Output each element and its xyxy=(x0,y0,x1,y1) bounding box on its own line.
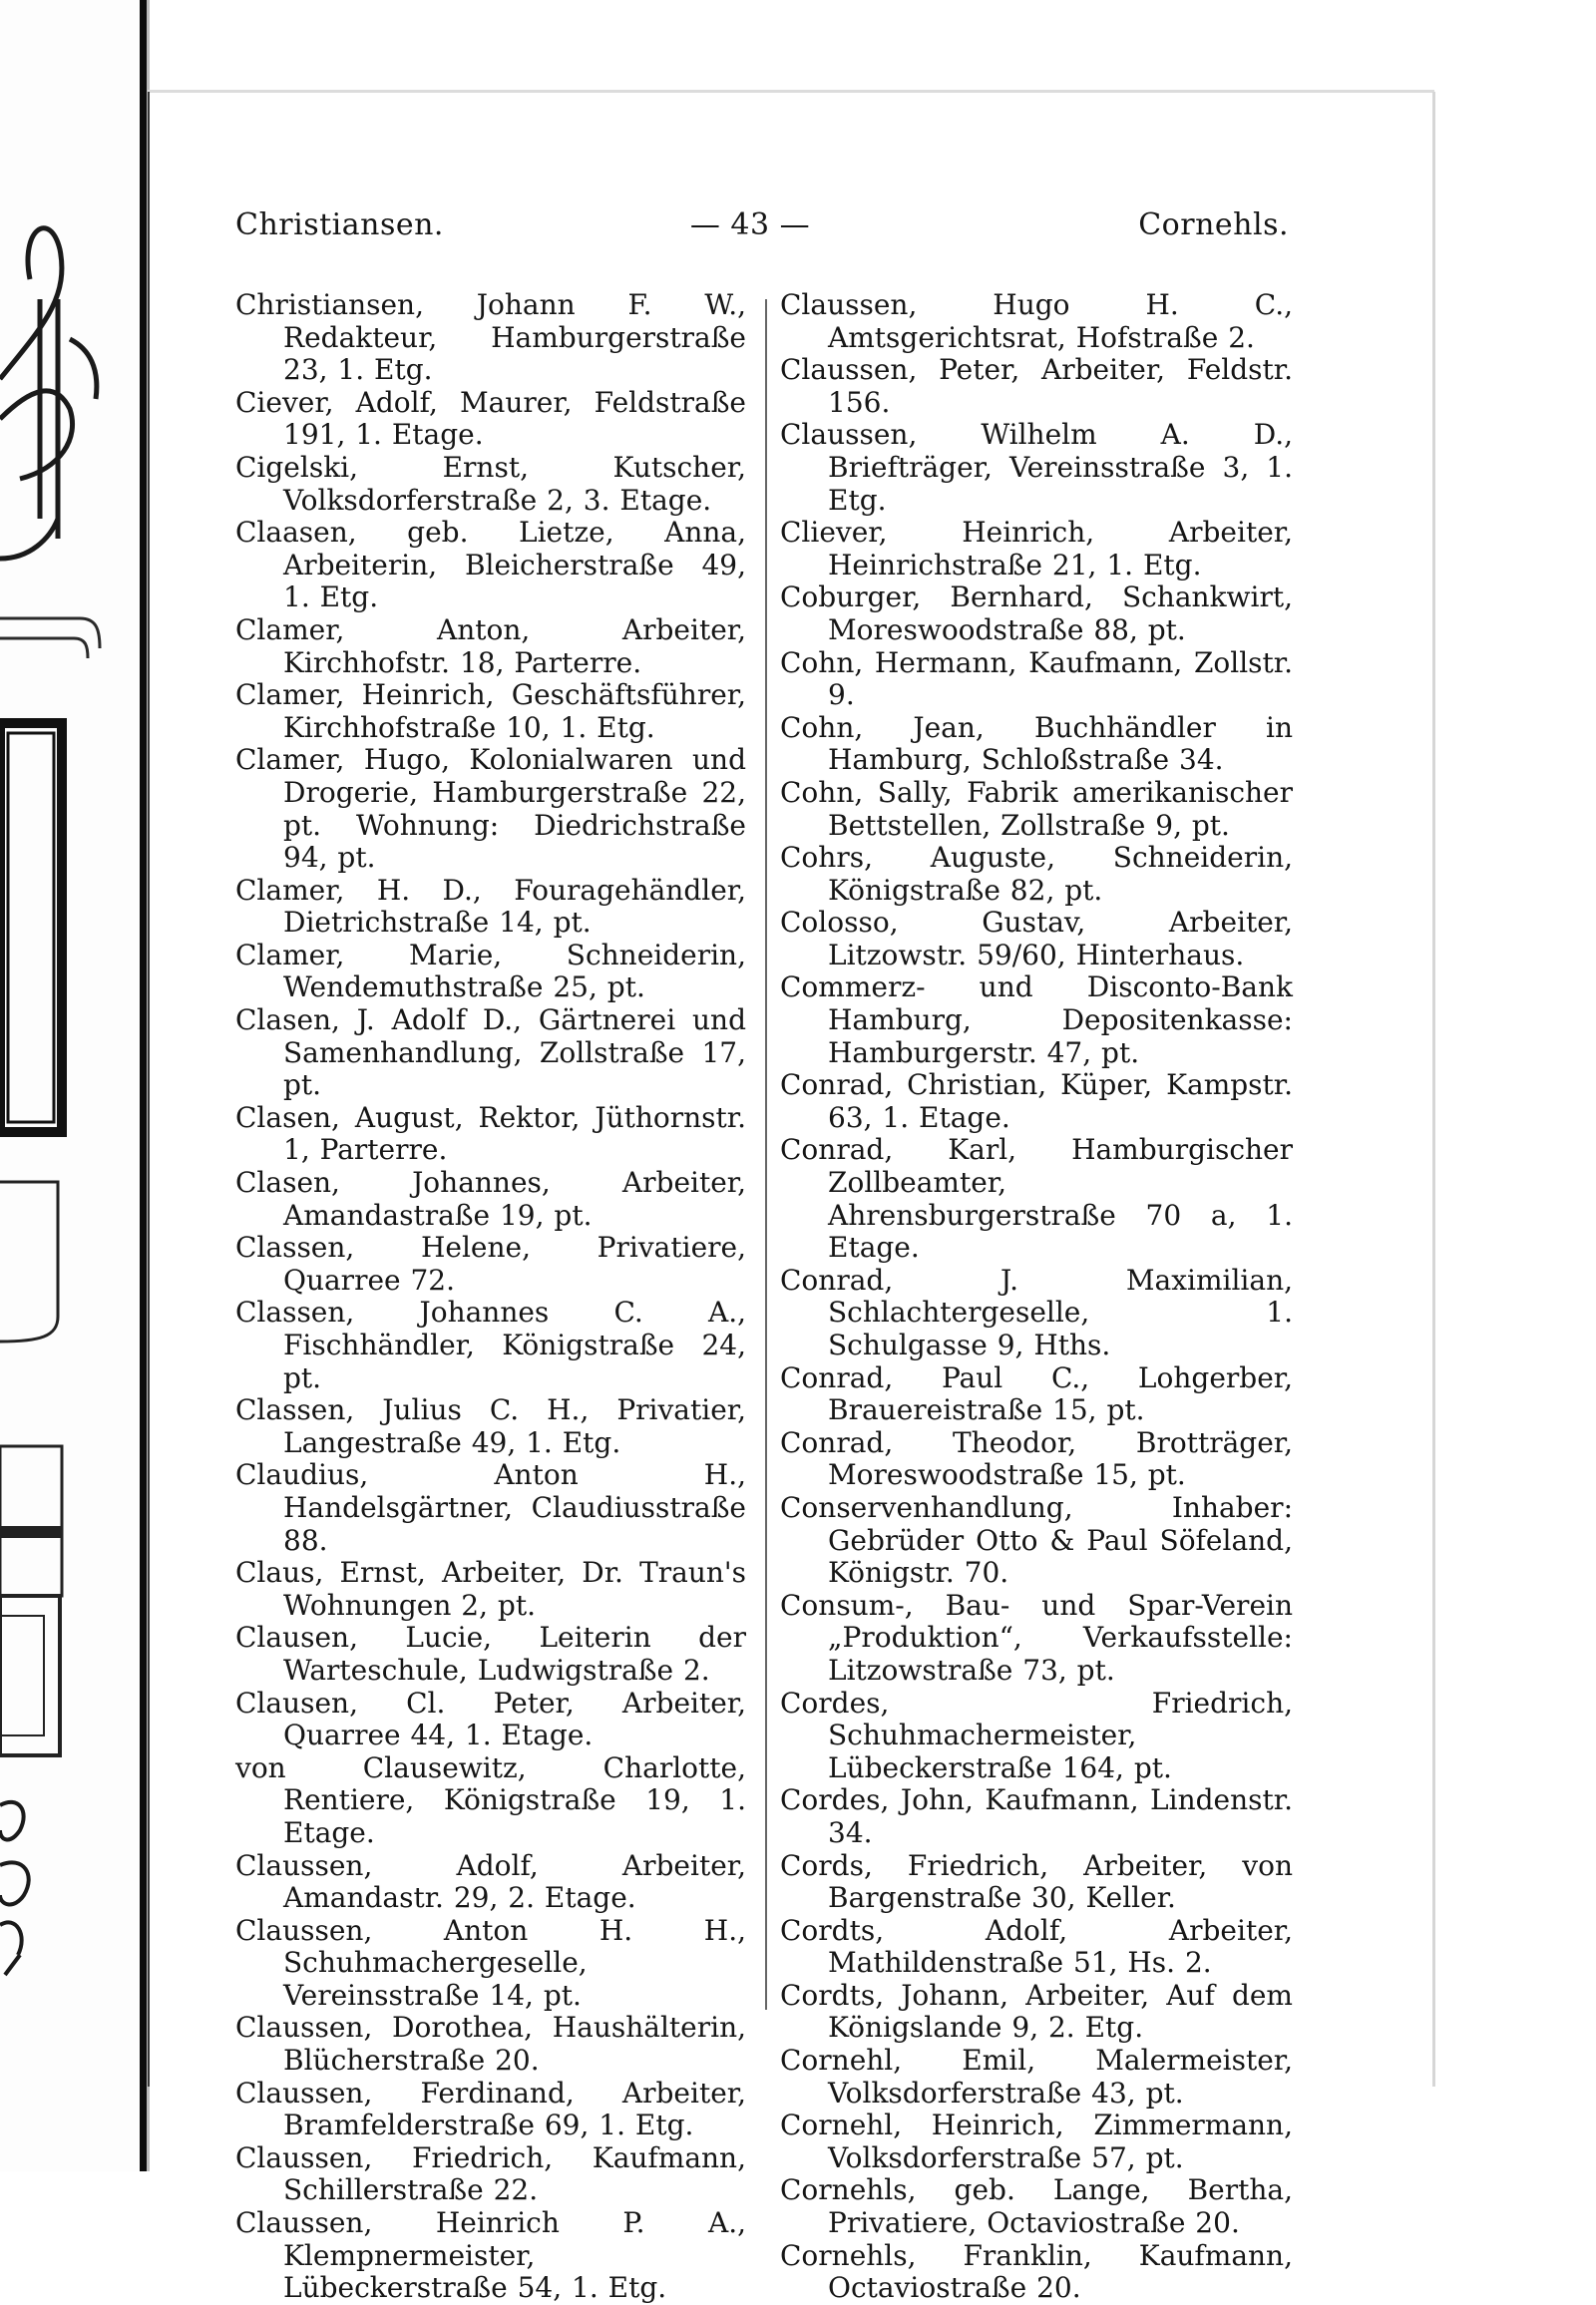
directory-entry: Claussen, Hugo H. C., Amtsgerichtsrat, Hofstraße 2. xyxy=(780,288,1293,354)
directory-entry: Conrad, J. Maximilian, Schlachtergeselle, 1. Schulgasse 9, Hths. xyxy=(780,1263,1293,1361)
directory-entry: Claussen, Ferdinand, Arbeiter, Bramfelderstraße 69, 1. Etg. xyxy=(235,2076,746,2142)
directory-entry: Cornehl, Emil, Malermeister, Volksdorferstraße 43, pt. xyxy=(780,2044,1293,2110)
directory-entry: Clasen, Johannes, Arbeiter, Amandastraße 19, pt. xyxy=(235,1166,746,1232)
facing-page-sliver xyxy=(0,0,140,2171)
directory-entry: Claussen, Adolf, Arbeiter, Amandastr. 29, 2. Etage. xyxy=(235,1848,746,1915)
directory-entry: Claasen, geb. Lietze, Anna, Arbeiterin, Bleicherstraße 49, 1. Etg. xyxy=(235,516,746,614)
running-head xyxy=(235,207,1289,253)
directory-entry: Conservenhandlung, Inhaber: Gebrüder Otto & Paul Söfeland, Königstr. 70. xyxy=(780,1490,1293,1590)
right-column xyxy=(780,289,1293,2305)
directory-entry: Claussen, Heinrich P. A., Klempnermeister, Lübeckerstraße 54, 1. Etg. xyxy=(235,2206,746,2305)
directory-entry: Cohn, Jean, Buchhändler in Hamburg, Schloßstraße 34. xyxy=(780,710,1293,777)
directory-entry: Cohn, Hermann, Kaufmann, Zollstr. 9. xyxy=(780,645,1293,712)
page-number: — 43 — xyxy=(689,207,811,242)
page-top-edge xyxy=(148,90,1434,93)
facing-page-ornament xyxy=(0,0,140,2171)
directory-entry: Christiansen, Johann F. W., Redakteur, Hamburgerstraße 23, 1. Etg. xyxy=(235,288,746,387)
directory-entry: Cordes, Friedrich, Schuhmachermeister, Lübeckerstraße 164, pt. xyxy=(780,1686,1293,1784)
directory-entry: Cornehls, Franklin, Kaufmann, Octaviostraße 20. xyxy=(780,2238,1293,2305)
running-head-left: Christiansen. xyxy=(235,207,444,242)
directory-entry: Cigelski, Ernst, Kutscher, Volksdorferstraße 2, 3. Etage. xyxy=(235,450,746,517)
directory-entry: Conrad, Christian, Küper, Kampstr. 63, 1. Etage. xyxy=(780,1068,1293,1134)
page-right-edge xyxy=(1432,92,1435,2087)
directory-entry: Cords, Friedrich, Arbeiter, von Bargenstraße 30, Keller. xyxy=(780,1848,1293,1915)
directory-entry: Classen, Johannes C. A., Fischhändler, Königstraße 24, pt. xyxy=(235,1296,746,1394)
directory-entry: Clasen, J. Adolf D., Gärtnerei und Samenhandlung, Zollstraße 17, pt. xyxy=(235,1003,746,1102)
directory-entry: Coburger, Bernhard, Schankwirt, Moreswoodstraße 88, pt. xyxy=(780,580,1293,646)
directory-entry: von Clausewitz, Charlotte, Rentiere, Königstraße 19, 1. Etage. xyxy=(235,1750,746,1849)
directory-entry: Claus, Ernst, Arbeiter, Dr. Traun's Wohnungen 2, pt. xyxy=(235,1556,746,1622)
directory-entry: Colosso, Gustav, Arbeiter, Litzowstr. 59/60, Hinterhaus. xyxy=(780,906,1293,971)
column-divider xyxy=(765,299,767,2010)
directory-entry: Conrad, Paul C., Lohgerber, Brauereistraße 15, pt. xyxy=(780,1360,1293,1427)
directory-entry: Cordts, Adolf, Arbeiter, Mathildenstraße 51, Hs. 2. xyxy=(780,1913,1293,1980)
directory-entry: Claussen, Friedrich, Kaufmann, Schillerstraße 22. xyxy=(235,2140,746,2207)
left-column xyxy=(235,289,746,2305)
directory-entry: Consum-, Bau- und Spar-Verein „Produktion“, Verkaufsstelle: Litzowstraße 73, pt. xyxy=(780,1588,1293,1687)
directory-entry: Claussen, Wilhelm A. D., Briefträger, Vereinsstraße 3, 1. Etg. xyxy=(780,418,1293,517)
directory-entry: Clamer, Hugo, Kolonialwaren und Drogerie, Hamburgerstraße 22, pt. Wohnung: Diedrichstraße 94, pt. xyxy=(235,743,746,875)
directory-entry: Classen, Julius C. H., Privatier, Langestraße 49, 1. Etg. xyxy=(235,1393,746,1459)
directory-entry: Claudius, Anton H., Handelsgärtner, Claudiusstraße 88. xyxy=(235,1458,746,1557)
directory-entry: Cohn, Sally, Fabrik amerikanischer Bettstellen, Zollstraße 9, pt. xyxy=(780,775,1293,842)
directory-entry: Ciever, Adolf, Maurer, Feldstraße 191, 1. Etage. xyxy=(235,385,746,452)
directory-entry: Clamer, Anton, Arbeiter, Kirchhofstr. 18, Parterre. xyxy=(235,612,746,679)
directory-entry: Clamer, Marie, Schneiderin, Wendemuthstraße 25, pt. xyxy=(235,938,746,1004)
directory-entry: Classen, Helene, Privatiere, Quarree 72. xyxy=(235,1231,746,1297)
directory-entry: Conrad, Theodor, Brotträger, Moreswoodstraße 15, pt. xyxy=(780,1425,1293,1492)
book-spine xyxy=(140,0,147,2171)
directory-entry: Claussen, Dorothea, Haushälterin, Blücherstraße 20. xyxy=(235,2011,746,2078)
directory-entry: Commerz- und Disconto-Bank Hamburg, Depositenkasse: Hamburgerstr. 47, pt. xyxy=(780,970,1293,1069)
directory-entry: Cornehls, geb. Lange, Bertha, Privatiere, Octaviostraße 20. xyxy=(780,2173,1293,2240)
directory-entry: Clausen, Lucie, Leiterin der Warteschule, Ludwigstraße 2. xyxy=(235,1621,746,1687)
directory-entry: Cordes, John, Kaufmann, Lindenstr. 34. xyxy=(780,1783,1293,1849)
directory-entry: Clamer, H. D., Fouragehändler, Dietrichstraße 14, pt. xyxy=(235,873,746,940)
directory-entry: Conrad, Karl, Hamburgischer Zollbeamter, Ahrensburgerstraße 70 a, 1. Etage. xyxy=(780,1133,1293,1265)
directory-entry: Cohrs, Auguste, Schneiderin, Königstraße 82, pt. xyxy=(780,841,1293,907)
directory-entry: Cordts, Johann, Arbeiter, Auf dem Königslande 9, 2. Etg. xyxy=(780,1978,1293,2045)
directory-entry: Cliever, Heinrich, Arbeiter, Heinrichstraße 21, 1. Etg. xyxy=(780,516,1293,581)
running-head-right: Cornehls. xyxy=(1138,207,1289,242)
directory-entry: Cornehl, Heinrich, Zimmermann, Volksdorferstraße 57, pt. xyxy=(780,2109,1293,2174)
directory-entry: Clamer, Heinrich, Geschäftsführer, Kirchhofstraße 10, 1. Etg. xyxy=(235,678,746,744)
directory-entry: Claussen, Anton H. H., Schuhmachergeselle, Vereinsstraße 14, pt. xyxy=(235,1913,746,2012)
directory-entry: Clausen, Cl. Peter, Arbeiter, Quarree 44, 1. Etage. xyxy=(235,1686,746,1752)
directory-entry: Claussen, Peter, Arbeiter, Feldstr. 156. xyxy=(780,353,1293,419)
directory-entry: Clasen, August, Rektor, Jüthornstr. 1, Parterre. xyxy=(235,1100,746,1167)
